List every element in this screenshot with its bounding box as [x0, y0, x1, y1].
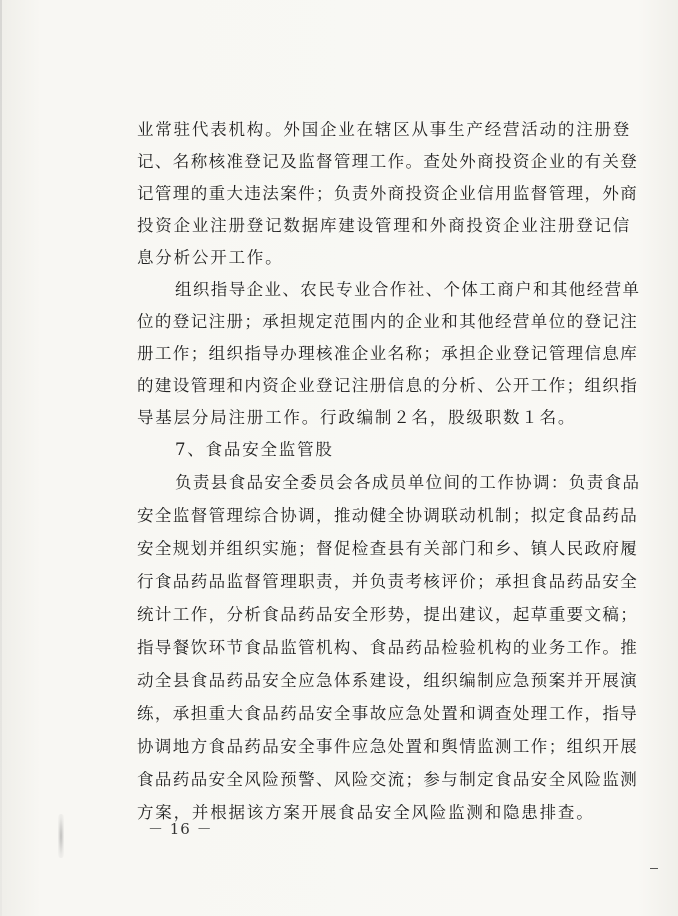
text-line-10: 导基层分局注册工作。行政编制２名，股级职数１名。 — [137, 408, 577, 427]
text-line-17: 指导餐饮环节食品监管机构、食品药品检验机构的业务工作。推 — [137, 638, 639, 657]
text-line-1: 业常驻代表机构。外国企业在辖区从事生产经营活动的注册登 — [137, 120, 632, 139]
text-line-20: 协调地方食品药品安全事件应急处置和舆情监测工作；组织开展 — [137, 737, 639, 756]
text-line-3: 记管理的重大违法案件；负责外商投资企业信用监督管理，外商 — [137, 184, 639, 203]
text-line-15: 行食品药品监督管理职责，并负责考核评价；承担食品药品安全 — [137, 572, 639, 591]
text-line-21: 食品药品安全风险预警、风险交流；参与制定食品安全风险监测 — [137, 770, 639, 789]
scan-smudge — [58, 814, 64, 858]
text-line-13: 安全监督管理综合协调，推动健全协调联动机制；拟定食品药品 — [137, 506, 639, 525]
text-line-4: 投资企业注册登记数据库建设管理和外商投资企业注册登记信 — [137, 216, 632, 235]
text-line-12: 负责县食品安全委员会各成员单位间的工作协调：负责食品 — [175, 473, 641, 492]
scan-mark — [650, 868, 658, 869]
text-line-5: 息分析公开工作。 — [137, 248, 284, 267]
text-line-6: 组织指导企业、农民专业合作社、个体工商户和其他经营单 — [175, 280, 641, 299]
text-line-7: 位的登记注册；承担规定范围内的企业和其他经营单位的登记注 — [137, 312, 639, 331]
text-line-22: 方案，并根据该方案开展食品安全风险监测和隐患排查。 — [137, 803, 595, 822]
section-heading: 7、食品安全监管股 — [175, 440, 334, 459]
page-number: － 16 － — [148, 820, 213, 838]
text-line-14: 安全规划并组织实施；督促检查县有关部门和乡、镇人民政府履 — [137, 539, 639, 558]
text-line-2: 记、名称核准登记及监督管理工作。查处外商投资企业的有关登 — [137, 152, 639, 171]
text-line-19: 练，承担重大食品药品安全事故应急处置和调查处理工作，指导 — [137, 704, 639, 723]
text-line-18: 动全县食品药品安全应急体系建设，组织编制应急预案并开展演 — [137, 671, 639, 690]
scan-edge — [0, 0, 2, 916]
text-line-9: 的建设管理和内资企业登记注册信息的分析、公开工作；组织指 — [137, 376, 639, 395]
text-line-8: 册工作；组织指导办理核准企业名称；承担企业登记管理信息库 — [137, 344, 639, 363]
text-line-16: 统计工作，分析食品药品安全形势，提出建议，起草重要文稿； — [137, 605, 639, 624]
